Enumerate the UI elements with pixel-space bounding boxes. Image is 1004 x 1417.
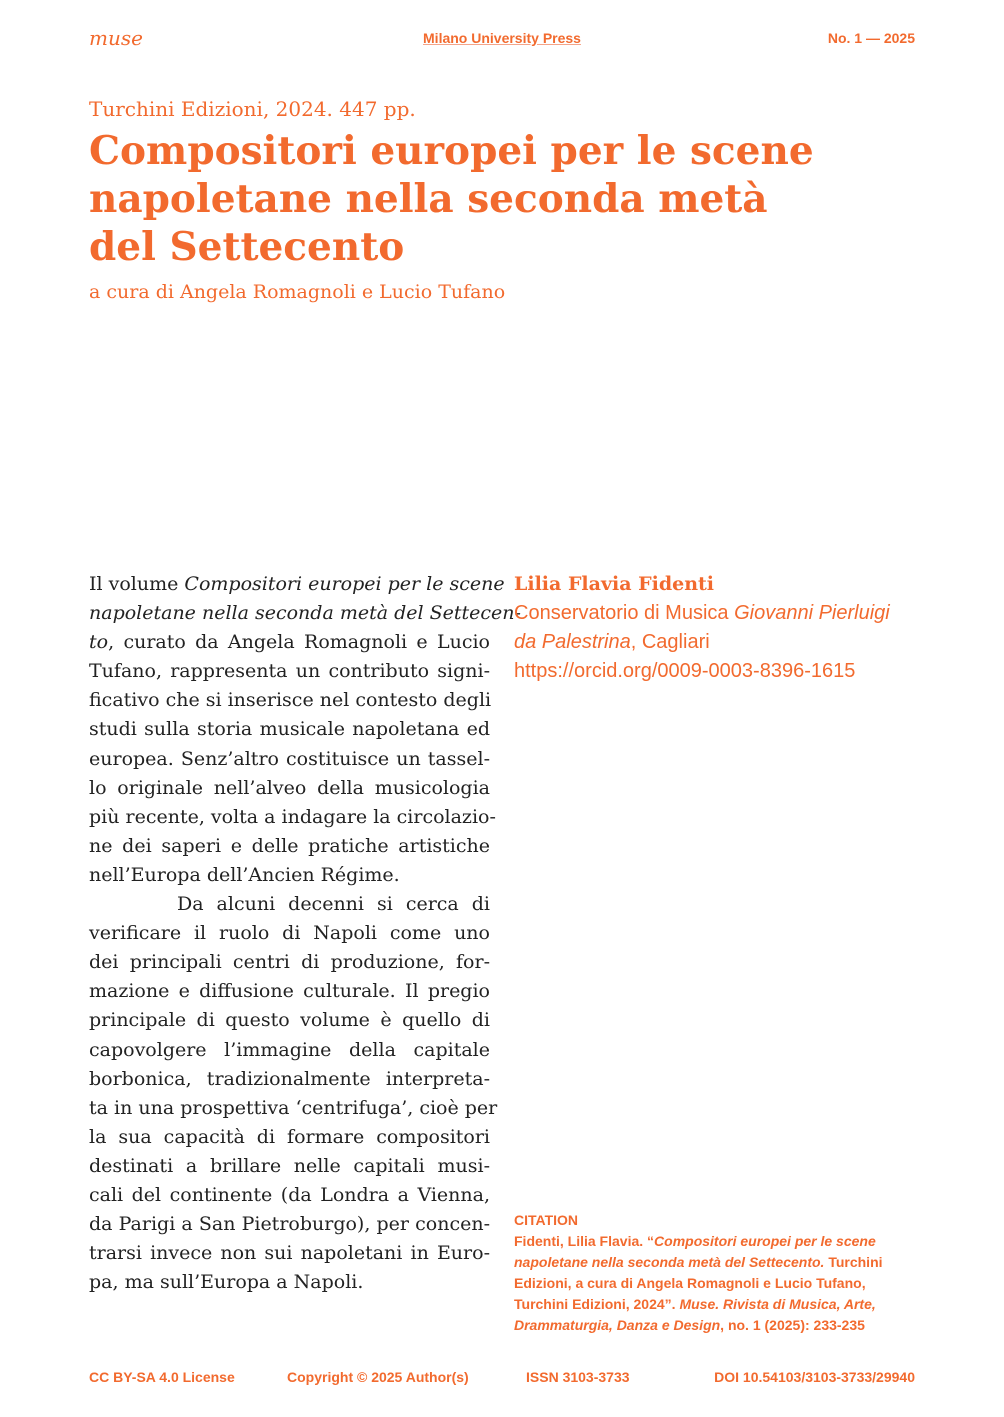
text: Il volume [89,573,185,595]
affiliation-suffix: , Cagliari [630,631,710,653]
text: destinati a brillare nelle capitali musi- [89,1154,490,1177]
text: Da alcuni decenni si cerca di [177,893,490,916]
author-block [514,570,916,686]
text: studi sulla storia musicale napoletana ed [89,718,490,741]
citation-segment: Turchini Edizioni, a cura di Angela Romagnoli e Lucio Tufano, Turchini Edizioni, 2024”. [514,1254,883,1312]
body-line [89,977,490,1006]
doi-link[interactable]: DOI 10.54103/3103-3733/29940 [714,1369,915,1385]
body-line [89,919,490,948]
body-line [89,1239,490,1268]
journal-logo: muse [89,26,143,50]
body-line [89,803,496,832]
body-line [89,570,505,599]
publisher-link[interactable]: Milano University Press [423,30,581,46]
citation-segment: Fidenti, Lilia Flavia. “ [514,1233,655,1249]
issn: ISSN 3103-3733 [526,1369,630,1385]
body-line [89,1065,490,1094]
text: capovolgere l’immagine della capitale [89,1038,490,1061]
citation-text [514,1231,916,1336]
text: borbonica, tradizionalmente interpreta- [89,1067,490,1090]
review-body [89,570,521,1297]
author-affiliation [514,599,916,657]
body-line [89,832,490,861]
body-line [89,657,490,686]
text: mazione e diffusione culturale. Il pregio [89,980,490,1003]
title-line: Compositori europei per le scene [89,128,814,174]
text: pa, ma sull’Europa a Napoli. [89,1271,364,1294]
text: cali del continente (da Londra a Vienna, [89,1183,490,1206]
body-line [89,745,490,774]
body-line [89,1152,490,1181]
text: europea. Senz’altro costituisce un tassel- [89,747,490,770]
body-line [89,861,490,890]
text: nell’Europa dell’Ancien Régime. [89,863,400,886]
text: la sua capacità di formare compositori [89,1125,490,1148]
citation-italic: Muse. Rivista di Musica, Arte, Drammaturgia, Danza e Design [514,1296,876,1333]
body-line [89,774,490,803]
title-line: napoletane nella seconda metà [89,176,768,222]
text: ta in una prospettiva ‘centrifuga’, cioè per [89,1096,498,1119]
body-line [89,599,521,628]
license-link[interactable]: CC BY-SA 4.0 License [89,1369,235,1385]
affiliation-prefix: Conservatorio di Musica [514,602,735,624]
body-line [89,1123,490,1152]
affiliation-italic-2: da Palestrina [514,631,631,653]
body-line [89,1268,490,1297]
issue-number: No. 1 — 2025 [827,30,915,46]
author-name: Lilia Flavia Fidenti [514,573,715,595]
italic-text: Compositori europei per le scene [184,573,505,595]
citation-heading: CITATION [514,1212,579,1228]
citation-italic: Compositori europei per le scene napoletane nella seconda metà del Settecento. [514,1233,876,1270]
body-line [89,890,490,919]
body-line [89,1181,490,1210]
body-line [89,628,490,657]
text: dei principali centri di produzione, for- [89,951,490,974]
editors: a cura di Angela Romagnoli e Lucio Tufano [89,281,506,303]
footer [0,1369,1004,1389]
affiliation-italic: Giovanni Pierluigi [734,602,890,624]
body-line [89,1036,490,1065]
orcid-link[interactable]: https://orcid.org/0009-0003-8396-1615 [514,660,856,682]
text: Tufano, rappresenta un contributo signi- [89,660,490,683]
title-line: del Settecento [89,224,405,270]
text: verificare il ruolo di Napoli come uno [89,922,490,945]
body-line [89,686,490,715]
copyright: Copyright © 2025 Author(s) [287,1369,469,1385]
body-line [89,715,490,744]
italic-text: to [89,631,109,654]
citation-block [514,1210,916,1336]
text: da Parigi a San Pietroburgo), per concen- [89,1213,490,1236]
citation-segment: , no. 1 (2025): 233-235 [720,1317,865,1333]
italic-text: napoletane nella seconda metà del Settecen- [89,602,521,625]
body-line [89,1006,490,1035]
text: ficativo che si inserisce nel contesto degli [89,689,492,712]
text: più recente, volta a indagare la circolazio- [89,805,496,828]
text: lo originale nell’alveo della musicologia [89,776,490,799]
body-line [89,1210,490,1239]
text: principale di questo volume è quello di [89,1009,490,1032]
text: ne dei saperi e delle pratiche artistiche [89,834,490,857]
text: , curato da Angela Romagnoli e Lucio [108,631,490,654]
publication-info: Turchini Edizioni, 2024. 447 pp. [89,97,416,121]
text: trarsi invece non sui napoletani in Euro- [89,1242,490,1265]
body-line [89,1094,498,1123]
review-title [89,127,849,271]
body-line [89,948,490,977]
